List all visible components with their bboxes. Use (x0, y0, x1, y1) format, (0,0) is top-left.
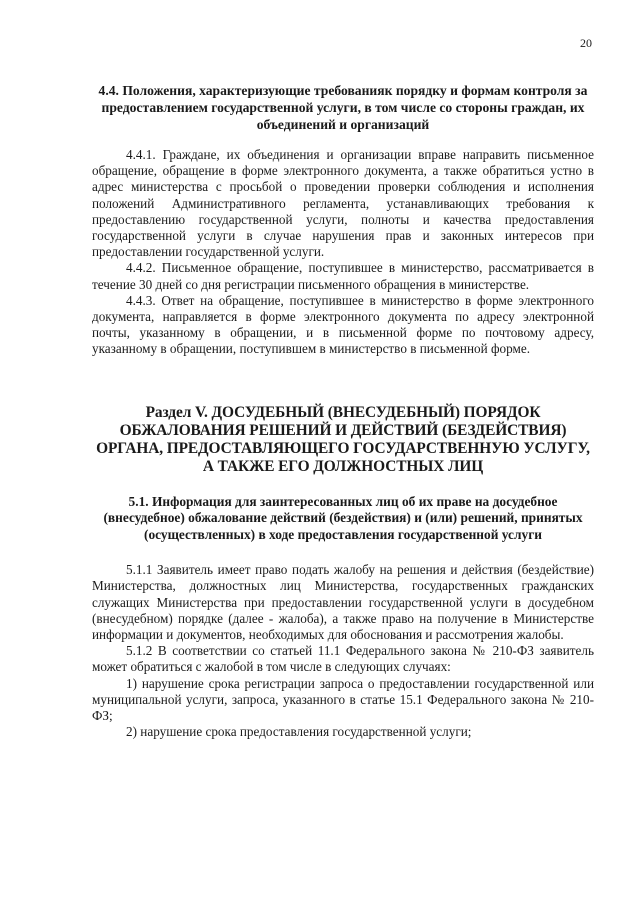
paragraph-5-1-2: 5.1.2 В соответствии со статьей 11.1 Федерального закона № 210-ФЗ заявитель может обратиться с жалобой в том числе в следующих случаях: (92, 643, 594, 675)
section-4-4-heading: 4.4. Положения, характеризующие требованияк порядку и формам контроля за предоставлением государственной услуги, в том числе со стороны граждан, их объединений и организаций (98, 83, 588, 132)
paragraph-4-4-3: 4.4.3. Ответ на обращение, поступившее в министерство в форме электронного документа, направляется в форме электронного документа по адресу электронной почты, указанному в обращении, и в письменной форме по почтовому адресу, указанному в обращении, поступившем в министерство в письменной форме. (92, 292, 594, 357)
list-item: 2) нарушение срока предоставления государственной услуги; (126, 724, 472, 740)
section-5-heading: Раздел V. ДОСУДЕБНЫЙ (ВНЕСУДЕБНЫЙ) ПОРЯДОК ОБЖАЛОВАНИЯ РЕШЕНИЙ И ДЕЙСТВИЙ (БЕЗДЕЙСТВИЯ) ОРГАНА, ПРЕДОСТАВЛЯЮЩЕГО ГОСУДАРСТВЕННУЮ УСЛУГУ, А ТАКЖЕ ЕГО ДОЛЖНОСТНЫХ ЛИЦ (96, 403, 590, 475)
paragraph-5-1-1: 5.1.1 Заявитель имеет право подать жалобу на решения и действия (бездействие) Министерства, должностных лиц Министерства, государственных гражданских служащих Министерства при предоставлении государственной услуги в досудебном (внесудебном) порядке (далее - жалоба), а также право на получение в Министерстве информации и документов, необходимых для обоснования и рассмотрения жалобы. (92, 562, 594, 642)
section-5-1-heading: 5.1. Информация для заинтересованных лиц об их праве на досудебное (внесудебное) обжалование действий (бездействия) и (или) решений, принятых (осуществленных) в ходе предоставления государственной услуги (103, 493, 583, 542)
paragraph-4-4-1: 4.4.1. Граждане, их объединения и организации вправе направить письменное обращение, обращение в форме электронного документа, а также обратиться устно в адрес министерства с просьбой о проведении проверки соблюдения и исполнения положений Административного регламента, устанавливающих требования к предоставлению государственной услуги, полноты и качества предоставления государственной услуги в случае нарушения прав и законных интересов при предоставлении государственной услуги. (92, 147, 594, 260)
list-item: 1) нарушение срока регистрации запроса о предоставлении государственной или муниципальной услуги, запроса, указанного в статье 15.1 Федерального закона № 210-ФЗ; (92, 675, 594, 723)
paragraph-4-4-2: 4.4.2. Письменное обращение, поступившее в министерство, рассматривается в течение 30 дней со дня регистрации письменного обращения в министерстве. (92, 260, 594, 292)
document-body (92, 82, 594, 740)
page-number: 20 (580, 36, 592, 50)
